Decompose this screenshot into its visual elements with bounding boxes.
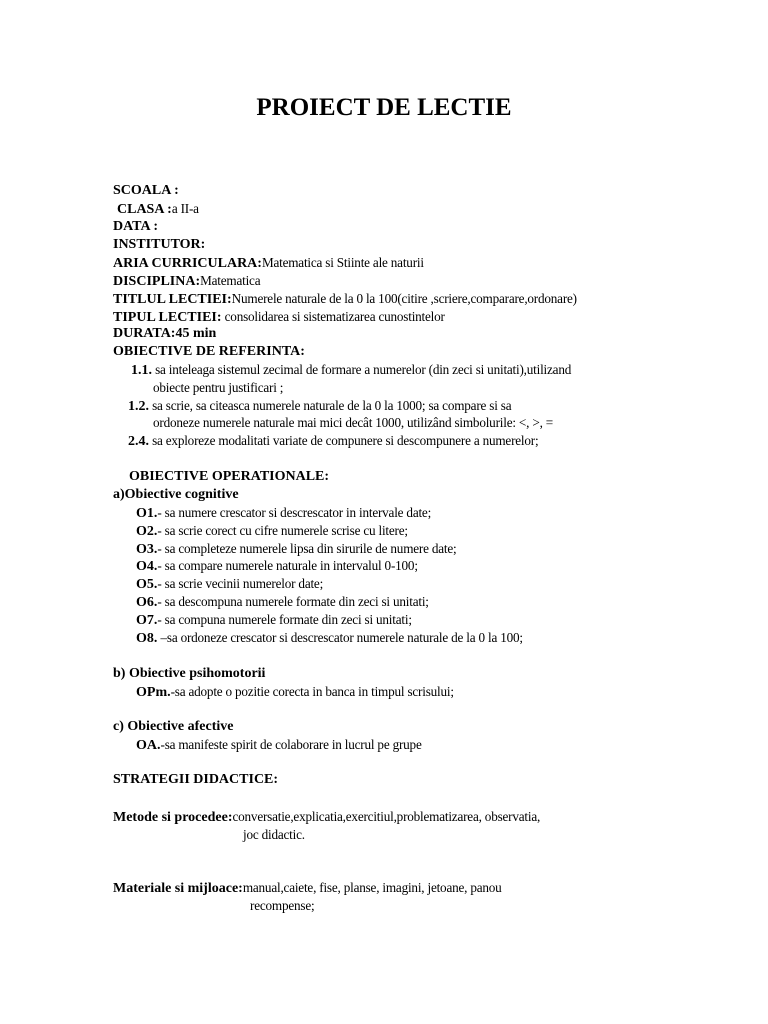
referinta-heading: OBIECTIVE DE REFERINTA: [113, 344, 305, 359]
afective-heading [113, 718, 234, 736]
institutor-label: INSTITUTOR: [113, 237, 206, 252]
document-title: PROIECT DE LECTIE [256, 94, 512, 121]
cognitive-text: - sa compuna numerele formate din zeci si unitati; [157, 612, 412, 627]
metode-line [113, 808, 540, 827]
durata-label: DURATA: [113, 326, 176, 341]
aria-label: ARIA CURRICULARA: [113, 256, 262, 271]
materiale-line [113, 879, 502, 898]
psihomotorii-item [136, 683, 454, 702]
materiale-value: recompense; [250, 898, 315, 913]
metode-label: Metode si procedee: [113, 810, 233, 825]
afective-text: -sa manifeste spirit de colaborare in lucrul pe grupe [160, 737, 422, 752]
disciplina-line [113, 272, 260, 291]
referinta-text: obiecte pentru justificari ; [153, 380, 284, 395]
institutor-line [113, 236, 205, 254]
materiale-value: manual,caiete, fise, planse, imagini, jetoane, panou [242, 880, 502, 895]
cognitive-item [136, 611, 412, 630]
metode-line-cont [243, 826, 305, 845]
cognitive-code: O6. [136, 595, 158, 610]
cognitive-text: - sa scrie vecinii numerelor date; [157, 576, 324, 591]
cognitive-item [136, 504, 431, 523]
referinta-text: ordoneze numerele naturale mai mici decât 1000, utilizând simbolurile: <, >, = [153, 415, 554, 430]
operationale-heading [129, 468, 329, 486]
cognitive-text: –sa ordoneze crescator si descrescator numerele naturale de la 0 la 100; [157, 630, 523, 645]
cognitive-code: O1. [136, 506, 158, 521]
metode-value: joc didactic. [243, 827, 305, 842]
cognitive-text: - sa scrie corect cu cifre numerele scrise cu litere; [157, 523, 408, 538]
cognitive-code: O7. [136, 613, 158, 628]
cognitive-code: O2. [136, 524, 158, 539]
referinta-text: sa scrie, sa citeasca numerele naturale de la 0 la 1000; sa compare si sa [149, 398, 512, 413]
psihomotorii-heading [113, 665, 265, 683]
psihomotorii-heading-text: b) Obiective psihomotorii [113, 666, 266, 681]
tipul-line [113, 308, 445, 327]
cognitive-item [136, 575, 323, 594]
disciplina-label: DISCIPLINA: [113, 274, 201, 289]
cognitive-code: O3. [136, 542, 158, 557]
referinta-num: 1.2. [128, 399, 149, 414]
strategii-heading-text: STRATEGII DIDACTICE: [113, 772, 279, 787]
referinta-item-cont [153, 379, 283, 398]
referinta-num: 1.1. [131, 363, 152, 378]
tipul-label: TIPUL LECTIEI: [113, 310, 222, 325]
titlul-line [113, 290, 577, 309]
titlul-value: Numerele naturale de la 0 la 100(citire ,scriere,comparare,ordonare) [231, 291, 577, 306]
referinta-item-cont [153, 414, 553, 433]
clasa-line [117, 200, 199, 219]
cognitive-heading-text: a)Obiective cognitive [113, 487, 239, 502]
materiale-label: Materiale si mijloace: [113, 881, 243, 896]
cognitive-code: O4. [136, 559, 158, 574]
cognitive-text: - sa descompuna numerele formate din zeci si unitati; [157, 594, 429, 609]
referinta-item [128, 432, 538, 451]
cognitive-item [136, 557, 418, 576]
cognitive-text: - sa numere crescator si descrescator in intervale date; [157, 505, 432, 520]
metode-value: conversatie,explicatia,exercitiul,problematizarea, observatia, [232, 809, 541, 824]
disciplina-value: Matematica [200, 273, 261, 288]
psihomotorii-text: -sa adopte o pozitie corecta in banca in timpul scrisului; [170, 684, 454, 699]
cognitive-heading [113, 486, 239, 504]
referinta-item [131, 361, 571, 380]
cognitive-item [136, 522, 408, 541]
operationale-heading-text: OBIECTIVE OPERATIONALE: [129, 469, 330, 484]
afective-heading-text: c) Obiective afective [113, 719, 234, 734]
scoala-label: SCOALA : [113, 183, 179, 198]
cognitive-text: - sa compare numerele naturale in intervalul 0-100; [157, 558, 418, 573]
afective-item [136, 736, 422, 755]
referinta-num: 2.4. [128, 434, 149, 449]
cognitive-code: O5. [136, 577, 158, 592]
strategii-heading [113, 771, 278, 789]
cognitive-item [136, 540, 456, 559]
aria-value: Matematica si Stiinte ale naturii [261, 255, 424, 270]
aria-line [113, 254, 424, 273]
titlul-label: TITLUL LECTIEI: [113, 292, 232, 307]
cognitive-item [136, 629, 523, 648]
materiale-line-cont [250, 897, 314, 916]
clasa-label: CLASA : [117, 202, 172, 217]
clasa-value: a II-a [171, 201, 199, 216]
referinta-text: sa exploreze modalitati variate de compunere si descompunere a numerelor; [149, 433, 539, 448]
referinta-text: sa inteleaga sistemul zecimal de formare a numerelor (din zeci si unitati),utilizand [152, 362, 572, 377]
scoala-line [113, 182, 179, 200]
data-line [113, 218, 158, 236]
data-label: DATA : [113, 219, 158, 234]
afective-code: OA. [136, 738, 161, 753]
durata-value: 45 min [175, 326, 217, 341]
cognitive-text: - sa completeze numerele lipsa din sirurile de numere date; [157, 541, 457, 556]
tipul-value: consolidarea si sistematizarea cunostintelor [221, 309, 445, 324]
cognitive-code: O8. [136, 631, 158, 646]
durata-line [113, 325, 216, 343]
cognitive-item [136, 593, 429, 612]
referinta-item [128, 397, 511, 416]
psihomotorii-code: OPm. [136, 685, 171, 700]
